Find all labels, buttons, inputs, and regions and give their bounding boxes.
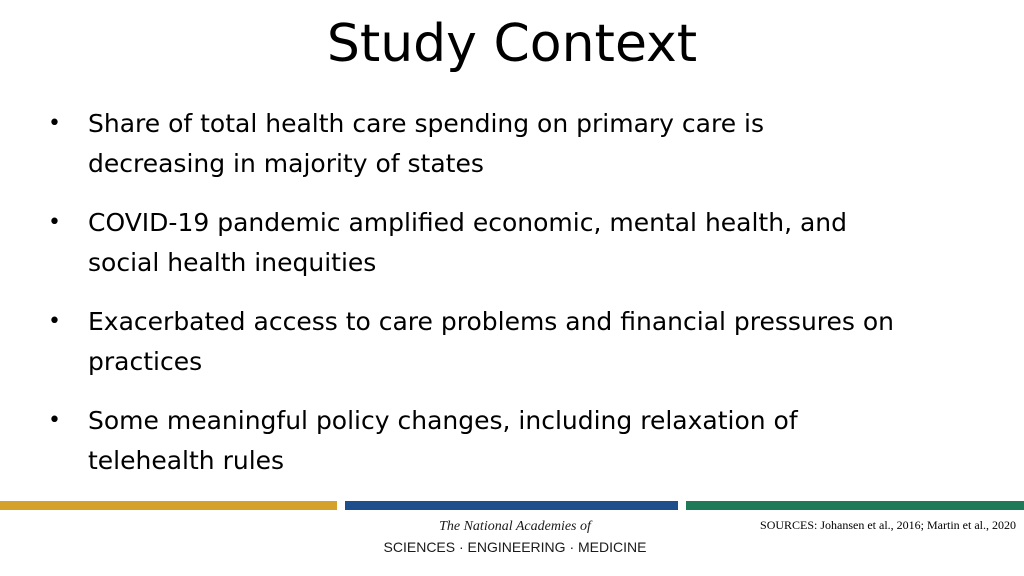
- logo-line-academies: The National Academies of: [439, 519, 591, 534]
- bullet-item: [44, 104, 984, 184]
- bullet-text-line: Some meaningful policy changes, including relaxation of: [88, 406, 798, 435]
- bullet-text-line: social health inequities: [88, 248, 377, 277]
- bullet-text-line: telehealth rules: [88, 446, 285, 475]
- bullet-dot-icon: •: [48, 210, 61, 235]
- bullet-text-line: decreasing in majority of states: [88, 149, 484, 178]
- bullet-item: [44, 302, 984, 382]
- bullet-item: [44, 203, 984, 283]
- bullet-text-line: COVID-19 pandemic amplified economic, mental health, and: [88, 208, 848, 237]
- bullet-dot-icon: •: [48, 408, 61, 433]
- bullet-text-line: practices: [88, 347, 203, 376]
- bullet-dot-icon: •: [48, 111, 61, 136]
- bullet-dot-icon: •: [48, 309, 61, 334]
- logo-line-disciplines: SCIENCES · ENGINEERING · MEDICINE: [383, 539, 647, 555]
- bullet-list: [44, 104, 984, 500]
- nas-logo: [380, 518, 650, 564]
- slide-title: Study Context: [326, 14, 698, 74]
- footer-bar-gold: [0, 501, 337, 510]
- sources-citation: SOURCES: Johansen et al., 2016; Martin et al., 2020: [760, 518, 1016, 532]
- footer-bar-blue: [345, 501, 678, 510]
- bullet-text-line: Share of total health care spending on primary care is: [88, 109, 765, 138]
- bullet-item: [44, 401, 984, 481]
- footer-bar-green: [686, 501, 1024, 510]
- bullet-text-line: Exacerbated access to care problems and financial pressures on: [88, 307, 895, 336]
